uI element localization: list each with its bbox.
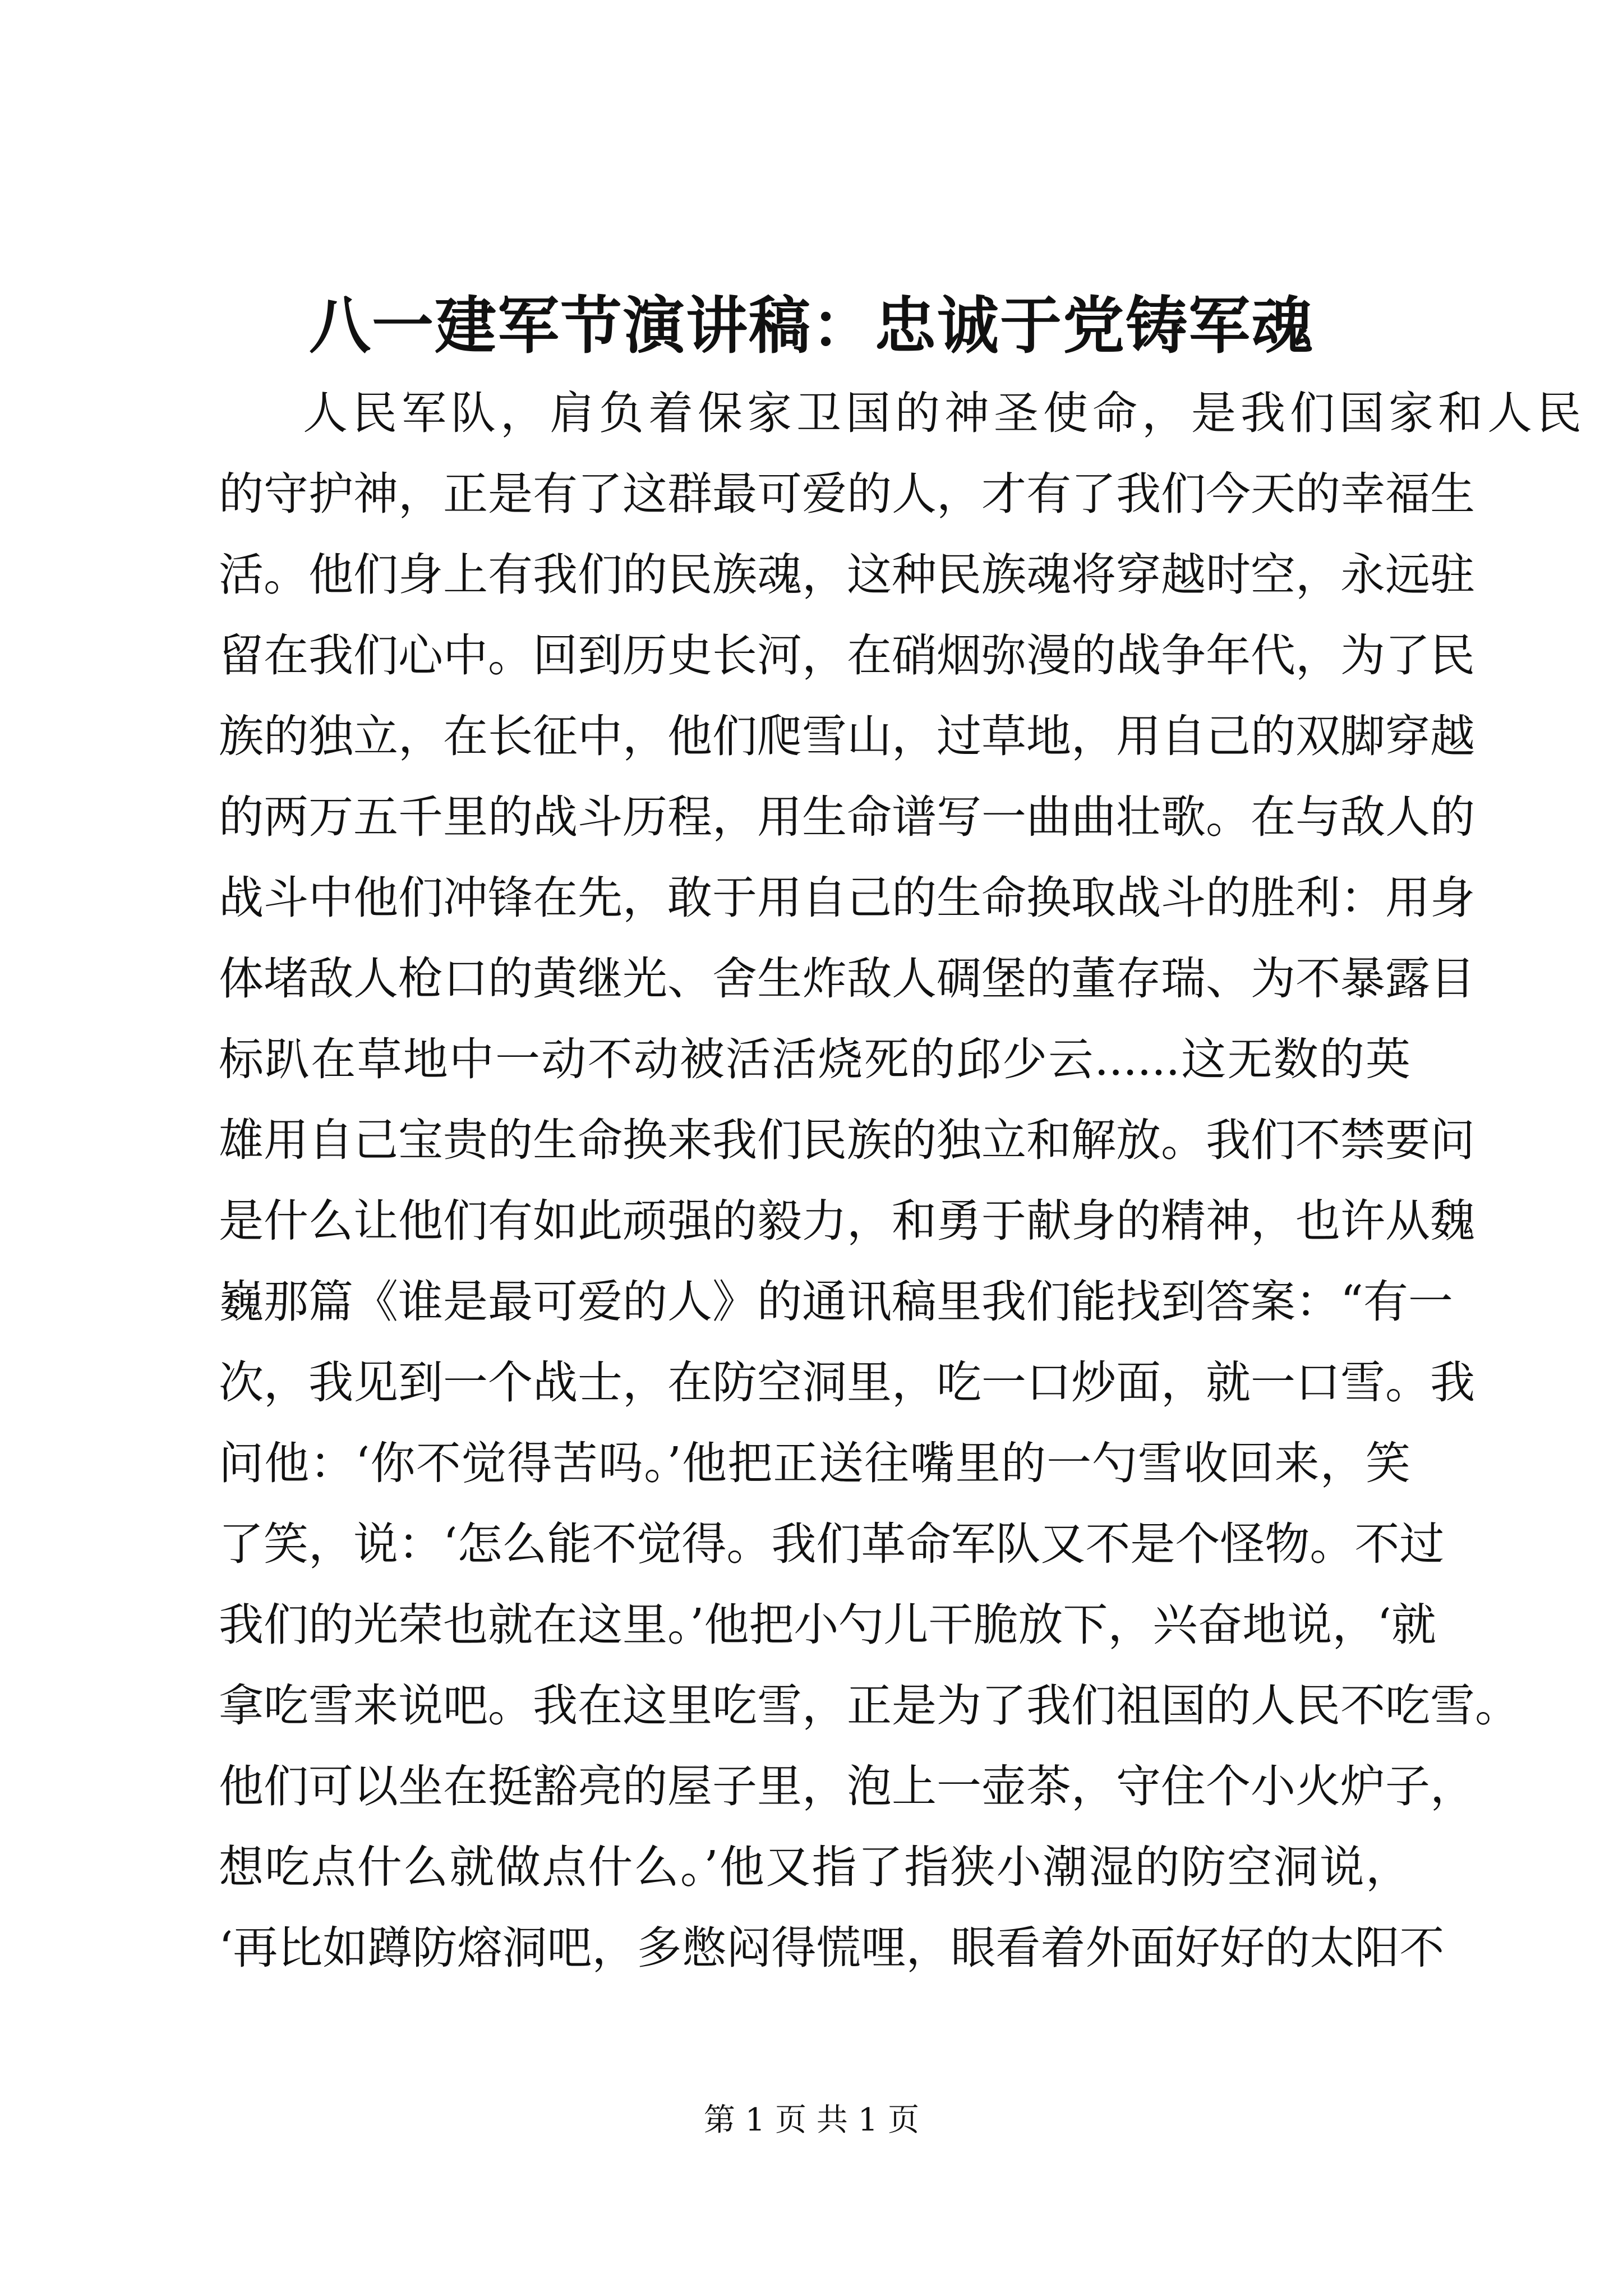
body-line: 雄用自己宝贵的生命换来我们民族的独立和解放。我们不禁要问 xyxy=(219,1114,1475,1166)
body-line: 的两万五千里的战斗历程，用生命谱写一曲曲壮歌。在与敌人的 xyxy=(219,791,1475,843)
document-title: 八一建军节演讲稿：忠诚于党铸军魂 xyxy=(309,290,1314,362)
body-line: 活。他们身上有我们的民族魂，这种民族魂将穿越时空，永远驻 xyxy=(219,549,1475,601)
body-line: 战斗中他们冲锋在先，敢于用自己的生命换取战斗的胜利：用身 xyxy=(219,872,1475,924)
body-line: 我们的光荣也就在这里。’他把小勺儿干脆放下，兴奋地说，‘就 xyxy=(219,1599,1436,1651)
body-line: 他们可以坐在挺豁亮的屋子里，泡上一壶茶，守住个小火炉子， xyxy=(219,1760,1475,1812)
body-line: 问他：‘你不觉得苦吗。’他把正送往嘴里的一勺雪收回来，笑 xyxy=(219,1437,1410,1489)
body-line: 是什么让他们有如此顽强的毅力，和勇于献身的精神，也许从魏 xyxy=(219,1195,1475,1247)
body-line: 了笑，说：‘怎么能不觉得。我们革命军队又不是个怪物。不过 xyxy=(219,1518,1445,1570)
body-line: ‘再比如蹲防熔洞吧，多憋闷得慌哩，眼看着外面好好的太阳不 xyxy=(219,1922,1445,1974)
body-line: 体堵敌人枪口的黄继光、舍生炸敌人碉堡的董存瑞、为不暴露目 xyxy=(219,953,1475,1005)
body-line: 族的独立，在长征中，他们爬雪山，过草地，用自己的双脚穿越 xyxy=(219,710,1475,762)
body-line: 标趴在草地中一动不动被活活烧死的邱少云......这无数的英 xyxy=(219,1033,1410,1085)
body-line: 拿吃雪来说吧。我在这里吃雪，正是为了我们祖国的人民不吃雪。 xyxy=(219,1680,1520,1732)
body-line: 想吃点什么就做点什么。’他又指了指狭小潮湿的防空洞说， xyxy=(219,1841,1410,1893)
body-line: 巍那篇《谁是最可爱的人》的通讯稿里我们能找到答案：“有一 xyxy=(219,1276,1453,1328)
body-line: 人民军队，肩负着保家卫国的神圣使命，是我们国家和人民 xyxy=(303,387,1586,439)
page-number-footer: 第 1 页 共 1 页 xyxy=(703,2102,920,2138)
body-line: 留在我们心中。回到历史长河，在硝烟弥漫的战争年代，为了民 xyxy=(219,629,1475,682)
body-text xyxy=(219,373,1586,1989)
body-line: 的守护神，正是有了这群最可爱的人，才有了我们今天的幸福生 xyxy=(219,468,1475,520)
body-line: 次，我见到一个战士，在防空洞里，吃一口炒面，就一口雪。我 xyxy=(219,1356,1475,1409)
